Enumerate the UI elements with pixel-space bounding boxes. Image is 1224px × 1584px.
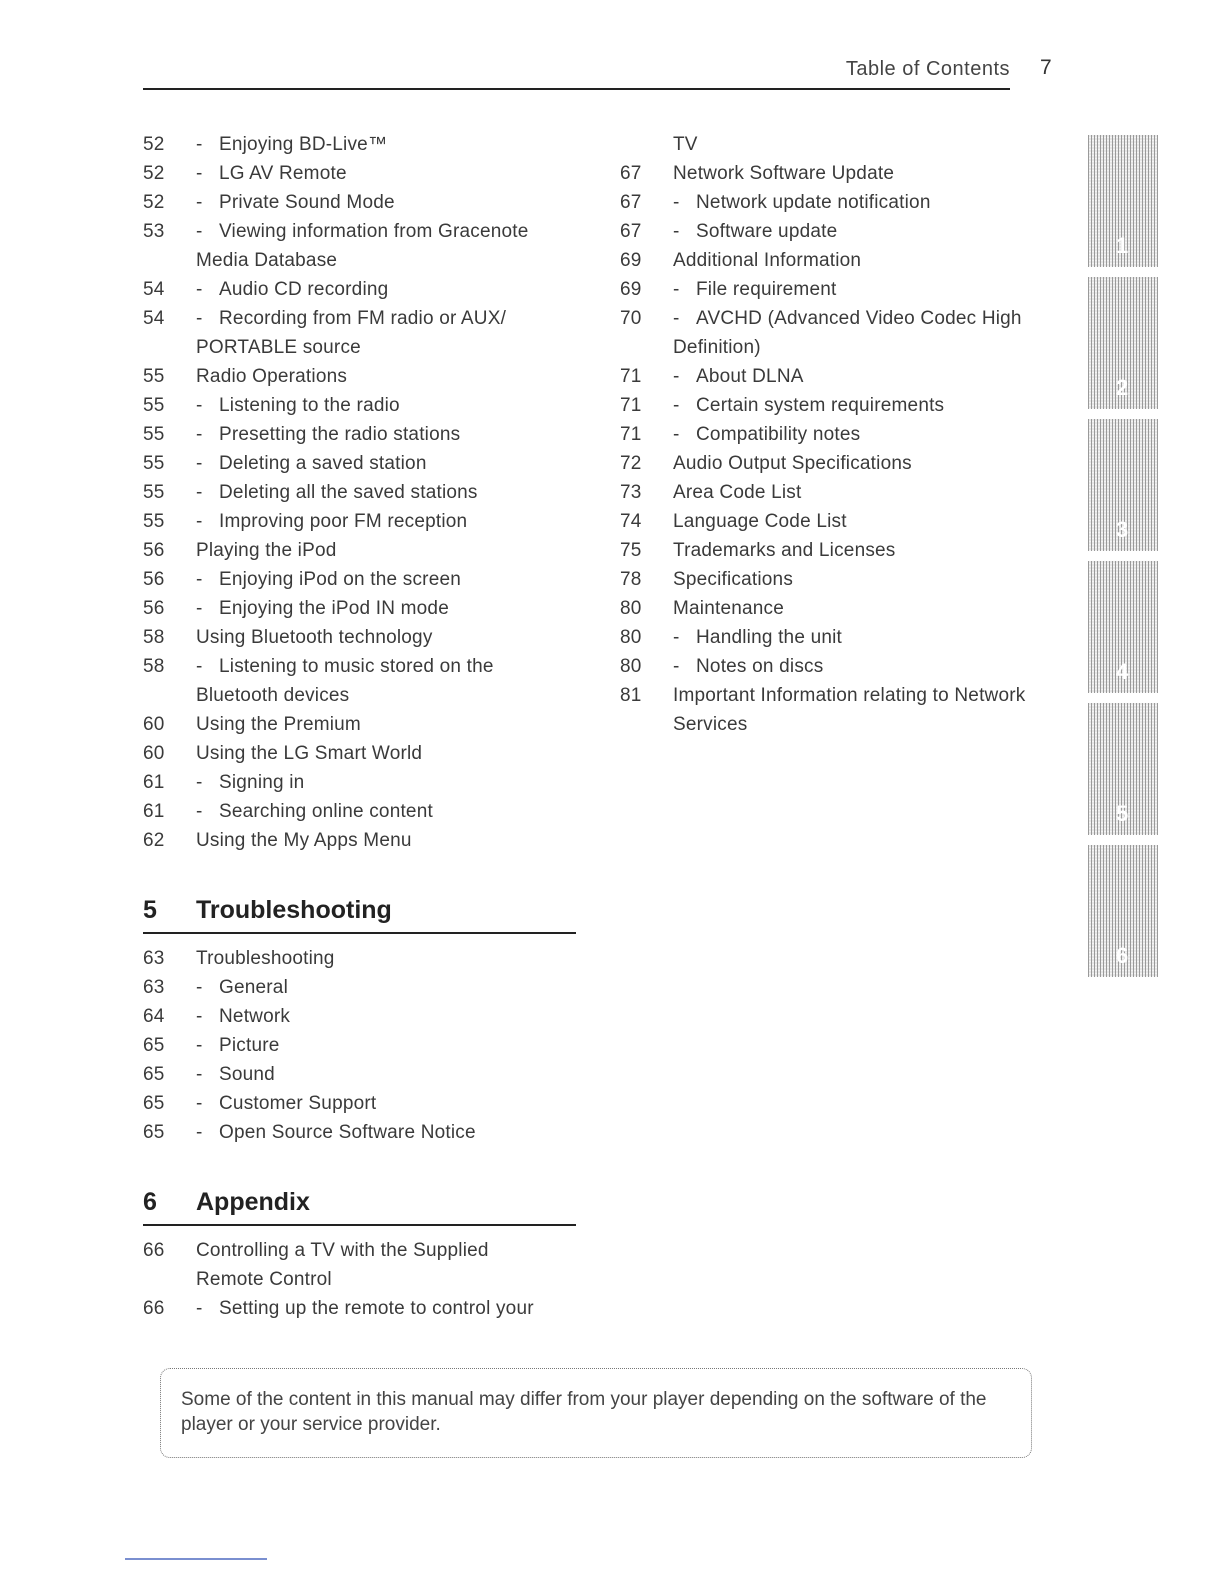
toc-entry bbox=[143, 1089, 583, 1118]
dash-marker: - bbox=[196, 977, 203, 998]
chapter-tab-number: 6 bbox=[1116, 943, 1129, 968]
dash-marker: - bbox=[196, 1064, 203, 1085]
toc-entry bbox=[620, 449, 1060, 478]
toc-entry-text: - Signing in bbox=[196, 768, 583, 797]
toc-page-number: 78 bbox=[620, 569, 642, 590]
toc-page-number: 65 bbox=[143, 1122, 165, 1143]
toc-page-number: 71 bbox=[620, 366, 642, 387]
dash-marker: - bbox=[673, 395, 680, 416]
section-entries-troubleshooting bbox=[143, 944, 583, 1147]
dash-marker: - bbox=[196, 424, 203, 445]
toc-entry-text: - Presetting the radio stations bbox=[196, 420, 583, 449]
dash-marker: - bbox=[196, 453, 203, 474]
chapter-tab-number: 4 bbox=[1116, 659, 1129, 684]
toc-column-right bbox=[620, 130, 1060, 739]
toc-page-number: 71 bbox=[620, 424, 642, 445]
toc-entry-text: Trademarks and Licenses bbox=[673, 540, 896, 561]
toc-entry bbox=[620, 420, 1060, 449]
toc-entry-text: Controlling a TV with the Supplied bbox=[196, 1240, 489, 1261]
dash-marker: - bbox=[196, 482, 203, 503]
toc-entry-text: - Improving poor FM reception bbox=[196, 507, 583, 536]
toc-page-number: 54 bbox=[143, 308, 165, 329]
section-heading-appendix bbox=[143, 1188, 576, 1226]
toc-page-number: 75 bbox=[620, 540, 642, 561]
toc-entry-text: Network Software Update bbox=[673, 163, 895, 184]
toc-entry-text: - Compatibility notes bbox=[673, 420, 1060, 449]
dash-marker: - bbox=[673, 366, 680, 387]
toc-page-number: 67 bbox=[620, 163, 642, 184]
toc-entry bbox=[143, 188, 583, 217]
footer-line bbox=[125, 1558, 267, 1560]
toc-entry-text: - Listening to the radio bbox=[196, 391, 583, 420]
toc-entry-text: - Searching online content bbox=[196, 797, 583, 826]
toc-page-number: 55 bbox=[143, 453, 165, 474]
chapter-tab-number: 1 bbox=[1116, 233, 1129, 258]
note-box: Some of the content in this manual may differ from your player depending on the software of the player or your service provider. bbox=[160, 1368, 1032, 1458]
section-number: 5 bbox=[143, 896, 157, 924]
toc-entry bbox=[143, 478, 583, 507]
dash-marker: - bbox=[196, 221, 203, 242]
toc-page-number: 55 bbox=[143, 482, 165, 503]
header-rule bbox=[143, 88, 1010, 90]
toc-page-number: 52 bbox=[143, 163, 165, 184]
toc-page-number: 74 bbox=[620, 511, 642, 532]
toc-entry bbox=[143, 681, 583, 710]
toc-entry bbox=[620, 391, 1060, 420]
toc-entry bbox=[143, 391, 583, 420]
dash-marker: - bbox=[673, 221, 680, 242]
toc-page-number: 52 bbox=[143, 192, 165, 213]
dash-marker: - bbox=[673, 279, 680, 300]
toc-column-left bbox=[143, 130, 583, 855]
toc-page-number: 60 bbox=[143, 714, 165, 735]
dash-marker: - bbox=[196, 511, 203, 532]
toc-page-number: 71 bbox=[620, 395, 642, 416]
toc-entry bbox=[143, 217, 583, 246]
toc-entry bbox=[620, 623, 1060, 652]
toc-page-number bbox=[143, 246, 196, 275]
toc-entry-text: - Deleting all the saved stations bbox=[196, 478, 583, 507]
toc-entry bbox=[143, 944, 583, 973]
toc-entry bbox=[143, 449, 583, 478]
dash-marker: - bbox=[196, 598, 203, 619]
toc-entry-text: Services bbox=[673, 714, 748, 735]
toc-entry bbox=[143, 1118, 583, 1147]
toc-page-number: 65 bbox=[143, 1035, 165, 1056]
dash-marker: - bbox=[196, 134, 203, 155]
toc-page-number: 61 bbox=[143, 772, 165, 793]
toc-entry bbox=[143, 1265, 583, 1294]
toc-entry bbox=[620, 275, 1060, 304]
toc-page-number: 55 bbox=[143, 511, 165, 532]
toc-entry bbox=[143, 565, 583, 594]
toc-entry-text: - Deleting a saved station bbox=[196, 449, 583, 478]
toc-entry bbox=[143, 1031, 583, 1060]
dash-marker: - bbox=[196, 395, 203, 416]
toc-entry bbox=[620, 652, 1060, 681]
toc-entry-text: - Picture bbox=[196, 1031, 583, 1060]
toc-entry-text: - Audio CD recording bbox=[196, 275, 583, 304]
dash-marker: - bbox=[673, 627, 680, 648]
toc-entry-text: - Network update notification bbox=[673, 188, 1060, 217]
toc-entry-text: Language Code List bbox=[673, 511, 847, 532]
dash-marker: - bbox=[196, 1122, 203, 1143]
toc-entry bbox=[620, 333, 1060, 362]
toc-page-number: 73 bbox=[620, 482, 642, 503]
toc-page-number bbox=[620, 130, 673, 159]
section-number: 6 bbox=[143, 1188, 157, 1216]
toc-entry-text: Bluetooth devices bbox=[196, 685, 350, 706]
toc-page-number: 70 bbox=[620, 308, 642, 329]
toc-entry bbox=[143, 362, 583, 391]
toc-entry bbox=[620, 536, 1060, 565]
toc-entry bbox=[143, 420, 583, 449]
toc-entry-text: Definition) bbox=[673, 337, 761, 358]
dash-marker: - bbox=[673, 424, 680, 445]
toc-page-number: 63 bbox=[143, 948, 165, 969]
toc-entry-text: - Viewing information from Gracenote bbox=[196, 217, 583, 246]
toc-entry-text: - Network bbox=[196, 1002, 583, 1031]
dash-marker: - bbox=[196, 1298, 203, 1319]
toc-entry bbox=[143, 536, 583, 565]
section-title: Appendix bbox=[196, 1188, 310, 1216]
toc-entry bbox=[620, 565, 1060, 594]
header-title: Table of Contents bbox=[845, 58, 1010, 80]
toc-entry-text: - Enjoying BD-Live™ bbox=[196, 130, 583, 159]
toc-entry-text: - Recording from FM radio or AUX/ bbox=[196, 304, 583, 333]
dash-marker: - bbox=[196, 163, 203, 184]
toc-page-number bbox=[620, 710, 673, 739]
toc-page-number: 55 bbox=[143, 424, 165, 445]
toc-page-number: 66 bbox=[143, 1240, 165, 1261]
chapter-tab bbox=[1088, 703, 1158, 835]
toc-page-number bbox=[620, 333, 673, 362]
toc-entry bbox=[620, 130, 1060, 159]
toc-entry-text: - Enjoying the iPod IN mode bbox=[196, 594, 583, 623]
toc-page-number: 54 bbox=[143, 279, 165, 300]
toc-entry bbox=[143, 1294, 583, 1323]
toc-entry-text: - Software update bbox=[673, 217, 1060, 246]
dash-marker: - bbox=[196, 772, 203, 793]
toc-entry bbox=[143, 130, 583, 159]
toc-entry bbox=[620, 507, 1060, 536]
toc-page-number bbox=[143, 681, 196, 710]
chapter-tab-number: 3 bbox=[1116, 517, 1129, 542]
toc-entry-text: Additional Information bbox=[673, 250, 862, 271]
toc-entry-text: Media Database bbox=[196, 250, 338, 271]
toc-page-number: 63 bbox=[143, 977, 165, 998]
toc-entry-text: Maintenance bbox=[673, 598, 784, 619]
toc-entry-text: Using the LG Smart World bbox=[196, 743, 423, 764]
toc-page-number: 80 bbox=[620, 627, 642, 648]
toc-entry-text: - Private Sound Mode bbox=[196, 188, 583, 217]
toc-entry-text: - Notes on discs bbox=[673, 652, 1060, 681]
toc-page-number: 60 bbox=[143, 743, 165, 764]
dash-marker: - bbox=[196, 569, 203, 590]
toc-page-number: 58 bbox=[143, 656, 165, 677]
toc-entry-text: Important Information relating to Network bbox=[673, 685, 1026, 706]
toc-entry bbox=[620, 681, 1060, 710]
toc-page-number: 55 bbox=[143, 395, 165, 416]
toc-entry bbox=[143, 507, 583, 536]
toc-entry bbox=[143, 768, 583, 797]
dash-marker: - bbox=[673, 656, 680, 677]
toc-page-number: 72 bbox=[620, 453, 642, 474]
toc-entry bbox=[620, 217, 1060, 246]
toc-entry bbox=[620, 304, 1060, 333]
toc-entry-text: Using Bluetooth technology bbox=[196, 627, 433, 648]
toc-entry-text: Using the My Apps Menu bbox=[196, 830, 412, 851]
toc-entry bbox=[143, 304, 583, 333]
toc-entry-text: PORTABLE source bbox=[196, 337, 361, 358]
toc-entry-text: - LG AV Remote bbox=[196, 159, 583, 188]
toc-entry bbox=[143, 623, 583, 652]
toc-page-number bbox=[143, 1265, 196, 1294]
toc-page-number: 52 bbox=[143, 134, 165, 155]
toc-page-number bbox=[143, 333, 196, 362]
toc-entry bbox=[620, 478, 1060, 507]
dash-marker: - bbox=[673, 308, 680, 329]
toc-entry-text: Playing the iPod bbox=[196, 540, 337, 561]
toc-entry bbox=[143, 710, 583, 739]
toc-entry bbox=[143, 826, 583, 855]
toc-entry bbox=[620, 246, 1060, 275]
toc-entry-text: Using the Premium bbox=[196, 714, 361, 735]
chapter-tab bbox=[1088, 419, 1158, 551]
toc-page-number: 56 bbox=[143, 540, 165, 561]
toc-entry-text: Area Code List bbox=[673, 482, 802, 503]
toc-entry bbox=[620, 188, 1060, 217]
toc-page-number: 81 bbox=[620, 685, 642, 706]
toc-page-number: 64 bbox=[143, 1006, 165, 1027]
toc-entry-text: - Enjoying iPod on the screen bbox=[196, 565, 583, 594]
toc-entry bbox=[143, 159, 583, 188]
toc-page-number: 61 bbox=[143, 801, 165, 822]
section-entries-appendix bbox=[143, 1236, 583, 1323]
chapter-tab bbox=[1088, 277, 1158, 409]
toc-page-number: 56 bbox=[143, 598, 165, 619]
toc-entry bbox=[143, 739, 583, 768]
section-title: Troubleshooting bbox=[196, 896, 392, 924]
page-number: 7 bbox=[1040, 56, 1052, 79]
toc-page-number: 53 bbox=[143, 221, 165, 242]
toc-entry-text: - Sound bbox=[196, 1060, 583, 1089]
toc-entry-text: - Setting up the remote to control your bbox=[196, 1294, 583, 1323]
toc-entry-text: - Handling the unit bbox=[673, 623, 1060, 652]
toc-entry bbox=[143, 973, 583, 1002]
section-heading-troubleshooting bbox=[143, 896, 576, 934]
dash-marker: - bbox=[196, 1006, 203, 1027]
dash-marker: - bbox=[196, 308, 203, 329]
chapter-tab bbox=[1088, 561, 1158, 693]
chapter-tab bbox=[1088, 135, 1158, 267]
toc-entry-text: - About DLNA bbox=[673, 362, 1060, 391]
dash-marker: - bbox=[196, 1035, 203, 1056]
toc-entry bbox=[143, 652, 583, 681]
toc-entry bbox=[143, 797, 583, 826]
toc-page-number: 67 bbox=[620, 192, 642, 213]
dash-marker: - bbox=[196, 656, 203, 677]
toc-entry-text: - File requirement bbox=[673, 275, 1060, 304]
toc-entry bbox=[620, 594, 1060, 623]
toc-entry-text: Audio Output Specifications bbox=[673, 453, 912, 474]
toc-entry-text: - AVCHD (Advanced Video Codec High bbox=[673, 304, 1060, 333]
toc-page-number: 80 bbox=[620, 656, 642, 677]
toc-entry-text: Remote Control bbox=[196, 1269, 332, 1290]
dash-marker: - bbox=[196, 801, 203, 822]
toc-page-number: 69 bbox=[620, 279, 642, 300]
toc-page-number: 55 bbox=[143, 366, 165, 387]
toc-entry bbox=[143, 1060, 583, 1089]
toc-entry bbox=[143, 333, 583, 362]
toc-entry bbox=[143, 1236, 583, 1265]
toc-entry bbox=[143, 1002, 583, 1031]
dash-marker: - bbox=[196, 192, 203, 213]
toc-entry-text: - General bbox=[196, 973, 583, 1002]
toc-entry bbox=[143, 275, 583, 304]
chapter-tab-number: 2 bbox=[1116, 375, 1129, 400]
toc-page-number: 65 bbox=[143, 1064, 165, 1085]
chapter-tab bbox=[1088, 845, 1158, 977]
toc-entry-text: - Listening to music stored on the bbox=[196, 652, 583, 681]
chapter-tabs bbox=[1088, 135, 1158, 987]
toc-entry-text: Radio Operations bbox=[196, 366, 348, 387]
toc-entry-text: - Customer Support bbox=[196, 1089, 583, 1118]
dash-marker: - bbox=[196, 1093, 203, 1114]
toc-entry-text: TV bbox=[673, 134, 698, 155]
toc-page-number: 56 bbox=[143, 569, 165, 590]
toc-page-number: 58 bbox=[143, 627, 165, 648]
toc-entry-text: Troubleshooting bbox=[196, 948, 335, 969]
dash-marker: - bbox=[196, 279, 203, 300]
toc-page-number: 80 bbox=[620, 598, 642, 619]
toc-entry bbox=[143, 594, 583, 623]
toc-entry-text: - Certain system requirements bbox=[673, 391, 1060, 420]
toc-entry bbox=[143, 246, 583, 275]
toc-entry bbox=[620, 159, 1060, 188]
toc-page-number: 66 bbox=[143, 1298, 165, 1319]
toc-page-number: 69 bbox=[620, 250, 642, 271]
toc-entry bbox=[620, 710, 1060, 739]
toc-page-number: 62 bbox=[143, 830, 165, 851]
dash-marker: - bbox=[673, 192, 680, 213]
toc-page-number: 67 bbox=[620, 221, 642, 242]
toc-page-number: 65 bbox=[143, 1093, 165, 1114]
toc-entry-text: Specifications bbox=[673, 569, 794, 590]
chapter-tab-number: 5 bbox=[1116, 801, 1129, 826]
toc-entry-text: - Open Source Software Notice bbox=[196, 1118, 583, 1147]
toc-entry bbox=[620, 362, 1060, 391]
